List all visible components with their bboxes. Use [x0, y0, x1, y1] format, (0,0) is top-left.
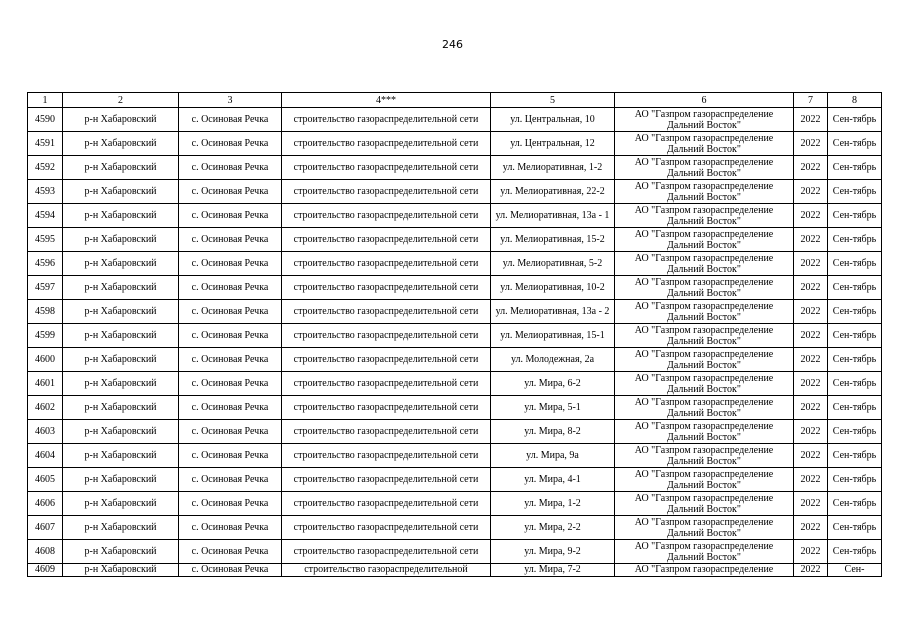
table-cell: 4595: [28, 228, 63, 252]
page-number: 246: [442, 38, 463, 51]
table-cell: строительство газораспределительной сети: [282, 156, 491, 180]
table-cell: р-н Хабаровский: [63, 372, 179, 396]
table-cell: р-н Хабаровский: [63, 108, 179, 132]
table-cell: 2022: [794, 468, 828, 492]
table-cell: АО "Газпром газораспределение Дальний Восток": [615, 276, 794, 300]
table-cell: Сен-тябрь: [828, 396, 882, 420]
table-cell: р-н Хабаровский: [63, 516, 179, 540]
table-row: [28, 492, 882, 516]
table-cell: строительство газораспределительной сети: [282, 444, 491, 468]
table-cell: ул. Молодежная, 2а: [491, 348, 615, 372]
table-cell: ул. Мелиоративная, 15-2: [491, 228, 615, 252]
table-cell: 2022: [794, 228, 828, 252]
table-cell: 2022: [794, 348, 828, 372]
table-cell: с. Осиновая Речка: [179, 420, 282, 444]
table-cell: 4597: [28, 276, 63, 300]
table-cell: с. Осиновая Речка: [179, 132, 282, 156]
table-cell: строительство газораспределительной сети: [282, 276, 491, 300]
table-cell: Сен-тябрь: [828, 252, 882, 276]
header-cell: 8: [828, 93, 882, 108]
table-cell: 2022: [794, 492, 828, 516]
table-cell: 4594: [28, 204, 63, 228]
table-cell: 2022: [794, 204, 828, 228]
table-cell: 4603: [28, 420, 63, 444]
table-cell: Сен-тябрь: [828, 324, 882, 348]
table-cell: 2022: [794, 564, 828, 577]
table-cell: 2022: [794, 540, 828, 564]
table-row: [28, 180, 882, 204]
table-row: [28, 468, 882, 492]
table-row: [28, 252, 882, 276]
table-cell: с. Осиновая Речка: [179, 276, 282, 300]
table-cell: Сен-: [828, 564, 882, 577]
table-cell: строительство газораспределительной сети: [282, 396, 491, 420]
table-cell: с. Осиновая Речка: [179, 492, 282, 516]
table-row: [28, 132, 882, 156]
table-cell: р-н Хабаровский: [63, 180, 179, 204]
table-cell: АО "Газпром газораспределение Дальний Восток": [615, 204, 794, 228]
table-cell: ул. Мира, 2-2: [491, 516, 615, 540]
header-cell: 3: [179, 93, 282, 108]
table-cell: р-н Хабаровский: [63, 492, 179, 516]
table-cell: Сен-тябрь: [828, 444, 882, 468]
table-cell: ул. Центральная, 12: [491, 132, 615, 156]
table-cell: с. Осиновая Речка: [179, 468, 282, 492]
table-cell: р-н Хабаровский: [63, 540, 179, 564]
table-cell: ул. Мира, 9-2: [491, 540, 615, 564]
table-cell: р-н Хабаровский: [63, 156, 179, 180]
table-cell: 4609: [28, 564, 63, 577]
table-cell: строительство газораспределительной сети: [282, 420, 491, 444]
table-cell: р-н Хабаровский: [63, 348, 179, 372]
table-row: [28, 540, 882, 564]
table-cell: строительство газораспределительной сети: [282, 228, 491, 252]
table-cell: ул. Мира, 1-2: [491, 492, 615, 516]
table-cell: р-н Хабаровский: [63, 396, 179, 420]
table-cell: 4605: [28, 468, 63, 492]
table-cell: АО "Газпром газораспределение Дальний Восток": [615, 228, 794, 252]
table-cell: АО "Газпром газораспределение Дальний Восток": [615, 348, 794, 372]
table-cell: р-н Хабаровский: [63, 132, 179, 156]
table-row: [28, 348, 882, 372]
header-cell: 4***: [282, 93, 491, 108]
table-cell: 4600: [28, 348, 63, 372]
table-cell: 4608: [28, 540, 63, 564]
table-cell: 4596: [28, 252, 63, 276]
table-cell: ул. Центральная, 10: [491, 108, 615, 132]
table-row: [28, 444, 882, 468]
table-cell: строительство газораспределительной сети: [282, 300, 491, 324]
table-cell: АО "Газпром газораспределение Дальний Восток": [615, 396, 794, 420]
table-cell: с. Осиновая Речка: [179, 156, 282, 180]
table-cell: АО "Газпром газораспределение Дальний Восток": [615, 372, 794, 396]
table-cell: с. Осиновая Речка: [179, 204, 282, 228]
table-cell: ул. Мелиоративная, 10-2: [491, 276, 615, 300]
table-cell: строительство газораспределительной сети: [282, 204, 491, 228]
header-cell: 5: [491, 93, 615, 108]
table-cell: ул. Мелиоративная, 1-2: [491, 156, 615, 180]
table-cell: 2022: [794, 276, 828, 300]
table-cell: АО "Газпром газораспределение Дальний Восток": [615, 324, 794, 348]
table-cell: 4593: [28, 180, 63, 204]
table-cell: с. Осиновая Речка: [179, 252, 282, 276]
table-cell: АО "Газпром газораспределение Дальний Восток": [615, 540, 794, 564]
table-cell: с. Осиновая Речка: [179, 348, 282, 372]
table-cell: Сен-тябрь: [828, 516, 882, 540]
table-cell: ул. Мелиоративная, 13а - 2: [491, 300, 615, 324]
table-cell: 4592: [28, 156, 63, 180]
table-cell: с. Осиновая Речка: [179, 300, 282, 324]
table-cell: 2022: [794, 300, 828, 324]
table-cell: с. Осиновая Речка: [179, 540, 282, 564]
table-cell: ул. Мелиоративная, 13а - 1: [491, 204, 615, 228]
table-cell: 2022: [794, 516, 828, 540]
table-cell: Сен-тябрь: [828, 156, 882, 180]
table-cell: Сен-тябрь: [828, 228, 882, 252]
table-cell: АО "Газпром газораспределение: [615, 564, 794, 577]
table-cell: 4601: [28, 372, 63, 396]
table-cell: АО "Газпром газораспределение Дальний Восток": [615, 420, 794, 444]
table-cell: Сен-тябрь: [828, 348, 882, 372]
table-cell: ул. Мира, 9а: [491, 444, 615, 468]
table-cell: строительство газораспределительной сети: [282, 492, 491, 516]
table-cell: Сен-тябрь: [828, 372, 882, 396]
table-cell: с. Осиновая Речка: [179, 228, 282, 252]
data-table: [27, 92, 882, 577]
table-cell: 4604: [28, 444, 63, 468]
table-cell: 2022: [794, 396, 828, 420]
table-row: [28, 372, 882, 396]
table-cell: с. Осиновая Речка: [179, 396, 282, 420]
table-cell: ул. Мелиоративная, 22-2: [491, 180, 615, 204]
header-cell: 7: [794, 93, 828, 108]
table-cell: Сен-тябрь: [828, 300, 882, 324]
table-cell: строительство газораспределительной сети: [282, 180, 491, 204]
table-row: [28, 420, 882, 444]
table-cell: 4602: [28, 396, 63, 420]
table-cell: р-н Хабаровский: [63, 276, 179, 300]
table-row: [28, 204, 882, 228]
table-cell: ул. Мелиоративная, 5-2: [491, 252, 615, 276]
table-cell: Сен-тябрь: [828, 420, 882, 444]
table-cell: р-н Хабаровский: [63, 324, 179, 348]
table-row: [28, 276, 882, 300]
table-cell: АО "Газпром газораспределение Дальний Восток": [615, 132, 794, 156]
table-cell: АО "Газпром газораспределение Дальний Восток": [615, 108, 794, 132]
table-cell: ул. Мира, 4-1: [491, 468, 615, 492]
table-cell: Сен-тябрь: [828, 180, 882, 204]
table-cell: р-н Хабаровский: [63, 204, 179, 228]
table-cell: 2022: [794, 324, 828, 348]
table-cell: АО "Газпром газораспределение Дальний Восток": [615, 300, 794, 324]
table-cell: АО "Газпром газораспределение Дальний Восток": [615, 180, 794, 204]
table-cell: 2022: [794, 180, 828, 204]
table-cell: р-н Хабаровский: [63, 420, 179, 444]
table-header-row: [28, 93, 882, 108]
table-cell: Сен-тябрь: [828, 276, 882, 300]
table-cell: строительство газораспределительной сети: [282, 252, 491, 276]
table-cell: с. Осиновая Речка: [179, 108, 282, 132]
table-cell: строительство газораспределительной сети: [282, 372, 491, 396]
table-row: [28, 396, 882, 420]
table-cell: АО "Газпром газораспределение Дальний Восток": [615, 468, 794, 492]
table-row: [28, 108, 882, 132]
table-cell: р-н Хабаровский: [63, 252, 179, 276]
table-cell: Сен-тябрь: [828, 108, 882, 132]
table-cell: 4590: [28, 108, 63, 132]
table-cell: АО "Газпром газораспределение Дальний Восток": [615, 492, 794, 516]
header-cell: 6: [615, 93, 794, 108]
table-cell: строительство газораспределительной: [282, 564, 491, 577]
table-cell: 4598: [28, 300, 63, 324]
table-row: [28, 228, 882, 252]
table-body: [28, 108, 882, 577]
table-row: [28, 156, 882, 180]
table-cell: 2022: [794, 108, 828, 132]
table-cell: р-н Хабаровский: [63, 228, 179, 252]
table-cell: строительство газораспределительной сети: [282, 324, 491, 348]
table-cell: 4606: [28, 492, 63, 516]
table-cell: 2022: [794, 156, 828, 180]
table-cell: ул. Мира, 7-2: [491, 564, 615, 577]
table-cell: строительство газораспределительной сети: [282, 540, 491, 564]
table-cell: строительство газораспределительной сети: [282, 516, 491, 540]
table-row: [28, 516, 882, 540]
table-cell: ул. Мира, 6-2: [491, 372, 615, 396]
table-row: [28, 300, 882, 324]
table-cell: р-н Хабаровский: [63, 564, 179, 577]
table-cell: 2022: [794, 420, 828, 444]
header-cell: 1: [28, 93, 63, 108]
table-cell: 2022: [794, 372, 828, 396]
table-cell: ул. Мира, 8-2: [491, 420, 615, 444]
table-cell: с. Осиновая Речка: [179, 564, 282, 577]
table-cell: строительство газораспределительной сети: [282, 108, 491, 132]
table-cell: Сен-тябрь: [828, 132, 882, 156]
table-cell: Сен-тябрь: [828, 468, 882, 492]
table-cell: строительство газораспределительной сети: [282, 348, 491, 372]
table-cell: 2022: [794, 132, 828, 156]
table-cell: р-н Хабаровский: [63, 468, 179, 492]
table-cell: АО "Газпром газораспределение Дальний Восток": [615, 444, 794, 468]
table-cell: Сен-тябрь: [828, 540, 882, 564]
table-cell: р-н Хабаровский: [63, 444, 179, 468]
table-cell: 2022: [794, 252, 828, 276]
table-cell: с. Осиновая Речка: [179, 324, 282, 348]
table-cell: ул. Мелиоративная, 15-1: [491, 324, 615, 348]
table-cell: АО "Газпром газораспределение Дальний Восток": [615, 156, 794, 180]
table-cell: АО "Газпром газораспределение Дальний Восток": [615, 252, 794, 276]
table-cell: ул. Мира, 5-1: [491, 396, 615, 420]
table-cell: 4599: [28, 324, 63, 348]
table-cell: с. Осиновая Речка: [179, 444, 282, 468]
table-row: [28, 564, 882, 577]
table-cell: с. Осиновая Речка: [179, 372, 282, 396]
table-row: [28, 324, 882, 348]
table-cell: строительство газораспределительной сети: [282, 468, 491, 492]
table-cell: 4607: [28, 516, 63, 540]
table-cell: АО "Газпром газораспределение Дальний Восток": [615, 516, 794, 540]
table-cell: строительство газораспределительной сети: [282, 132, 491, 156]
table-cell: Сен-тябрь: [828, 204, 882, 228]
table-cell: с. Осиновая Речка: [179, 180, 282, 204]
table-cell: Сен-тябрь: [828, 492, 882, 516]
header-cell: 2: [63, 93, 179, 108]
table-cell: 4591: [28, 132, 63, 156]
table-cell: 2022: [794, 444, 828, 468]
table-cell: с. Осиновая Речка: [179, 516, 282, 540]
table-cell: р-н Хабаровский: [63, 300, 179, 324]
